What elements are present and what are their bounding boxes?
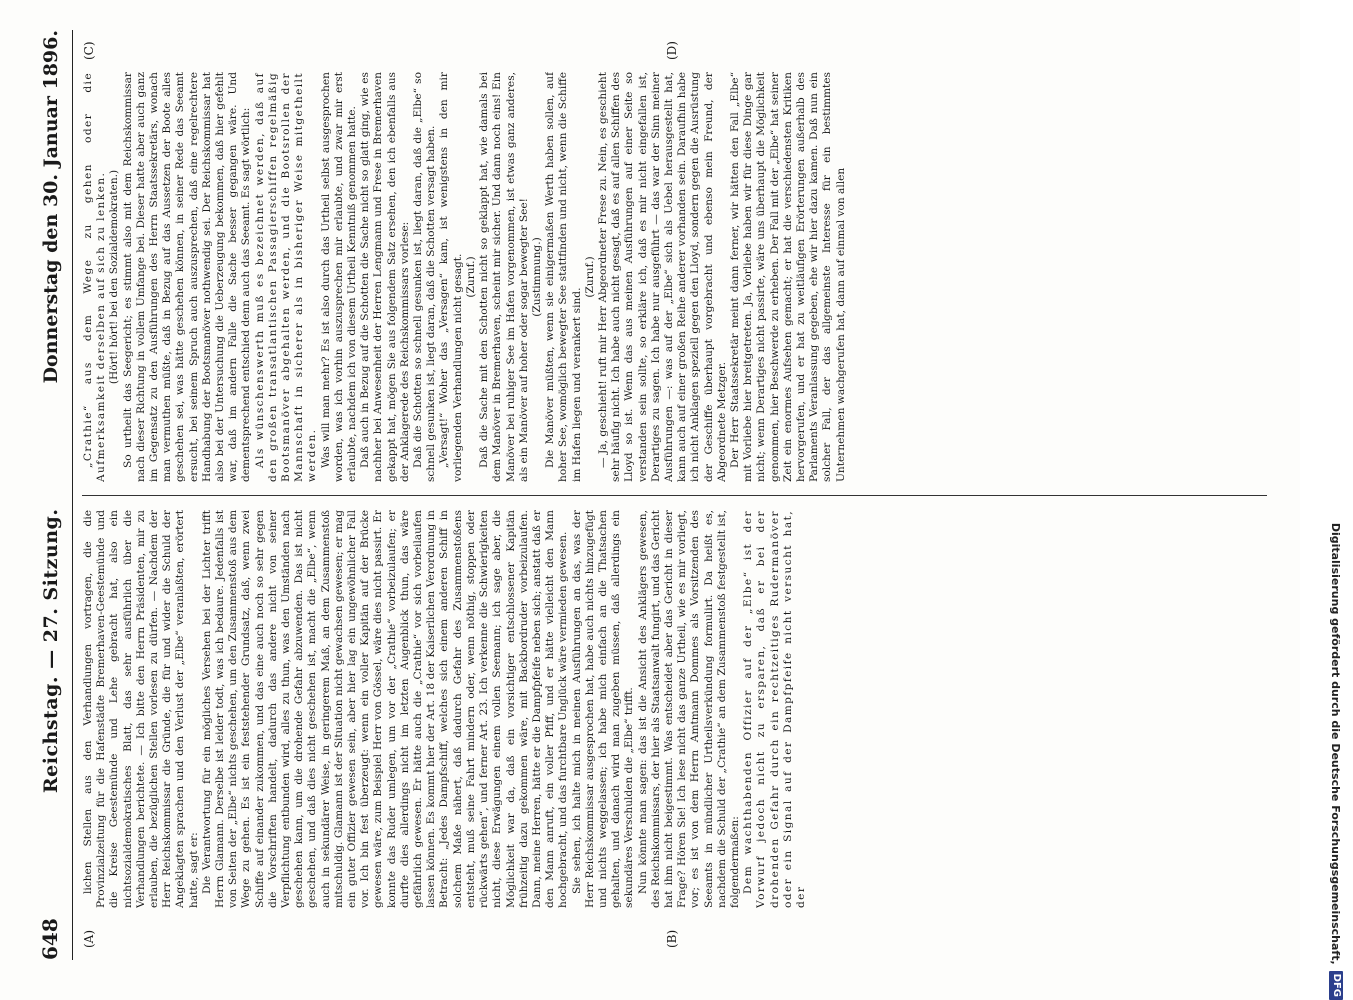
margin-marker-c: (C) bbox=[82, 41, 96, 60]
page-number: 648 bbox=[38, 918, 62, 960]
quote-paragraph: Daß die Schotten so schnell gesunken ist, liegt daran, daß die „Elbe“ so schnell gesunken ist, liegt daran, daß die Schotten versagt haben. bbox=[412, 72, 438, 482]
page-header bbox=[38, 30, 73, 960]
paragraph: — Ja, geschieht! ruft mir Herr Abgeordneter Frese zu. Nein, es geschieht sehr häufig nicht. Ich habe auch nicht gesagt, daß es auf allen Schiffen des Lloyd so ist. Wenn das aus meinen Ausführungen auf einer Seite so verstanden sein sollte, so erkläre ich, daß es mir nicht eingefallen ist, Derartiges zu sagen. Ich habe nur ausgeführt — das war der Sinn meiner Ausführungen —: was auf der „Elbe“ sich als Uebel herausgestellt hat, kann auch auf einer großen Reihe anderer vorhanden sein. Daraufhin habe ich nicht Anklagen speziell gegen den Lloyd, sondern gegen die Ausrüstung der Geschiffe überhaupt vorgebracht und ebenso mein Freund, der Abgeordnete Metzger. bbox=[596, 72, 728, 482]
paragraph: So urtheilt das Seegericht; es stimmt also mit dem Reichskommissar nach dieser Richtung in vollem Umfange bei. Dieser hatte aber auch ganz im Gegensatz zu den Ausführungen des Herrn Staatssekretärs, wonach man vermuthen müßte, daß in Bezug auf das Aussetzen der Boote alles geschehen sei, was hätte geschehen können, in seiner Rede das Seeamt ersucht, bei seinem Spruch auch auszusprechen, daß eine regelrechtere Handhabung der Bootsmanöver nothwendig sei. Der Reichskommissar hat also bei der Untersuchung die Ueberzeugung bekommen, daß hier gefehlt war, daß im andern Falle die Sache besser gegangen wäre. Und dementsprechend entschied denn auch das Seeamt. Es sagt wörtlich: bbox=[121, 72, 253, 482]
quote-paragraph: Die Verantwortung für ein mögliches Versehen bei der Lichter trifft Herrn Glamann. Derselbe ist leider todt, was ich bedaure. Jedenfalls ist von Seiten der „Elbe“ nichts geschehen, um den Zusammenstoß aus dem Wege zu gehen. Es ist ein feststehender Grundsatz, daß, wenn zwei Schiffe auf einander zukommen, und das eine auch noch so sehr gegen die Vorschriften handelt, dadurch das andere nicht von seiner Verpflichtung entbunden wird, alles zu thun, was den Umständen nach geschehen kann, um die drohende Gefahr abzuwenden. Das ist nicht geschehen, und daß dies nicht geschehen ist, macht die „Elbe“, wenn auch in sekundärer Weise, in geringerem Maß, an dem Zusammenstoß mitschuldig. Glamann ist der Situation nicht gewachsen gewesen; er mag ein guter Offizier gewesen sein, aber hier lag ein ungewöhnlicher Fall vor. Ich bin fest überzeugt: wenn ein voller Kapitän auf der Brücke gewesen wäre, zum Beispiel Herr von Gössel, wäre dies nicht passirt. Er konnte das Ruder umlegen, um vor der „Crathie“ vorbeizulaufen; er durfte dies allerdings nicht im letzten Augenblick thun, das wäre gefährlich gewesen. Er hätte auch die „Crathie“ vor sich vorbeilaufen lassen können. Es kommt hier der Art. 18 der Kaiserlichen Verordnung in Betracht: „Jedes Dampfschiff, welches sich einem anderen Schiff in solchem Maße nähert, daß dadurch Gefahr des Zusammenstoßens entsteht, muß seine Fahrt mindern oder, wenn nöthig, stoppen oder rückwärts gehen“, und ferner Art. 23. Ich verkenne die Schwierigkeiten nicht, diese Erwägungen einem vollen Seemann; ich sage aber, die Möglichkeit war da, daß ein vorsichtiger entschlossener Kapitän frühzeitig dazu gekommen wäre, mit Backbordruder vorbeizulaufen. Dann, meine Herren, hätte er die Dampfpfeife neben sich; anstatt daß er den Mann anruft, ein voller Pfiff, und er hätte vielleicht den Mann hochgebracht, und das furchtbare Unglück wäre vermieden gewesen. bbox=[200, 510, 570, 908]
dfg-logo: DFG bbox=[1329, 971, 1343, 1000]
paragraph: lichen Stellen aus den Verhandlungen vortragen, die die Provinzialzeitung für die Hafenstädte Bremerhaven-Geestemünde und die Kreise Geestemünde und Lehe gebracht hat, also ein nichtsozialdemokratisches Blatt, das sehr ausführlich über die Verhandlungen berichtete. — Ich bitte den Herrn Präsidenten, mir zu erlauben, die bezüglichen Stellen vorlesen zu dürfen. — Nachdem der Herr Reichskommissar die Gründe, die für und wider die Schuld der Angeklagten sprachen und den Verlust der „Elbe“ veranlaßten, erörtert hatte, sagt er: bbox=[82, 510, 200, 908]
paragraph: Daß die Sache mit den Schotten nicht so geklappt hat, wie damals bei dem Manöver in Bremerhaven, scheint mir sicher. Und dann noch eins! Ein Manöver bei ruhiger See im Hafen vorgenommen, ist etwas ganz anderes, als ein Manöver auf hoher oder sogar bewegter See! bbox=[478, 72, 530, 482]
margin-marker-d: (D) bbox=[665, 41, 679, 60]
paragraph: Sie sehen, ich halte mich in meinen Ausführungen an das, was der Herr Reichskommissar ausgesprochen hat, habe auch nichts hinzugefügt und nichts weggelassen; ich habe mich einfach an die Thatsachen gehalten, und danach wird man zugeben müssen, daß allerdings ein sekundäres Verschulden die „Elbe“ trifft. bbox=[570, 510, 636, 908]
quote-paragraph: „Crathie“ aus dem Wege zu gehen oder die Aufmerksamkeit derselben auf sich zu lenken. bbox=[82, 72, 108, 482]
attribution-strip bbox=[1325, 0, 1347, 1000]
paragraph: Die Manöver müßten, wenn sie einigermaßen Werth haben sollen, auf hoher See, womöglich bewegter See stattfinden und nicht, wenn die Schiffe im Hafen liegen und verankert sind. bbox=[544, 72, 583, 482]
interjection: (Zustimmung.) bbox=[530, 237, 543, 317]
paragraph: „Versagt!“ Woher das „Versagen“ kam, ist wenigstens in den mir vorliegenden Verhandlungen nicht gesagt. bbox=[438, 72, 464, 482]
left-column bbox=[82, 510, 1267, 908]
paragraph: Nun könnte man sagen: das ist die Ansicht des Anklägers gewesen, des Reichskommissars, der hier als Staatsanwalt fungirt, und das Gericht hat ihm nicht beigestimmt. Was entscheidet aber das Gericht in dieser Frage? Hören Sie! Ich lese nicht das ganze Urtheil, wie es mir vorliegt, vor; es ist von dem Herrn Amtmann Dommes als Vorsitzenden des Seeamts in mündlicher Urtheilsverkündung formulirt. Da heißt es, nachdem die Schuld der „Crathie“ an dem Zusammenstoß festgestellt ist, folgendermaßen: bbox=[636, 510, 741, 908]
attribution-text: Digitalisierung gefördert durch die Deutsche Forschungsgemeinschaft, bbox=[1329, 522, 1343, 965]
quote-paragraph: Als wünschenswerth muß es bezeichnet werden, daß auf den großen transatlantischen Passagierschiffen regelmäßig Bootsmanöver abgehalten werden, und die Bootsrollen der Mannschaft in sicherer als in bisheriger Weise mitgetheilt werden. bbox=[253, 72, 319, 482]
paragraph: Daß auch in Bezug auf die Schotten die Sache nicht so glatt ging, wie es nachher bei Anwesenheit der Herren Lengmann und Frese in Bremerhaven gekappt hat, mögen Sie aus folgendem Satz ersehen, den ich ebenfalls aus der Anklagerede des Reichskommissars vorlese: bbox=[359, 72, 411, 482]
margin-marker-b: (B) bbox=[665, 929, 679, 948]
session-title: Reichstag. — 27. Sitzung. bbox=[40, 508, 62, 794]
interjection: (Zuruf.) bbox=[583, 256, 596, 298]
interjection: (Zuruf.) bbox=[464, 256, 477, 298]
interjection: (Hört! hört! bei den Sozialdemokraten.) bbox=[108, 169, 121, 385]
session-date: Donnerstag den 30. Januar 1896. bbox=[40, 30, 62, 384]
paragraph: Was will man mehr? Es ist also durch das Urtheil selbst ausgesprochen worden, was ich vorhin auszusprechen mir erlaubte, und zwar mir erst erlaubte, nachdem ich von diesem Urtheil Kenntniß genommen hatte. bbox=[319, 72, 359, 482]
quote-paragraph: Dem wachthabenden Offizier auf der „Elbe“ ist der Vorwurf jedoch nicht zu ersparen, daß er bei der drohenden Gefahr durch ein rechtzeitiges Rudermanöver oder ein Signal auf der Dampfpfeife nicht versucht hat, der bbox=[742, 510, 807, 908]
column-divider bbox=[82, 495, 1267, 496]
paragraph: Der Herr Staatssekretär meint dann ferner, wir hätten den Fall „Elbe“ mit Vorliebe hier breitgetreten. Ja, Vorliebe haben wir für diese Dinge gar nicht; wenn Derartiges nicht passirte, wäre uns überhaupt die Möglichkeit genommen, hier Beschwerde zu erheben. Der Fall mit der „Elbe“ hat seiner Zeit ein enormes Aufsehen gemacht; er hat die verschiedensten Kritiken hervorgerufen, und er hat zu weitläufigen Erörterungen außerhalb des Parlaments Veranlassung gegeben, ehe wir hier dazu kamen. Daß nun ein solcher Fall, der das allgemeinste Interesse für ein bestimmtes Unternehmen wachgerufen hat, dann auf einmal von allen bbox=[728, 72, 847, 482]
right-column bbox=[82, 72, 1267, 482]
margin-marker-a: (A) bbox=[82, 929, 96, 948]
